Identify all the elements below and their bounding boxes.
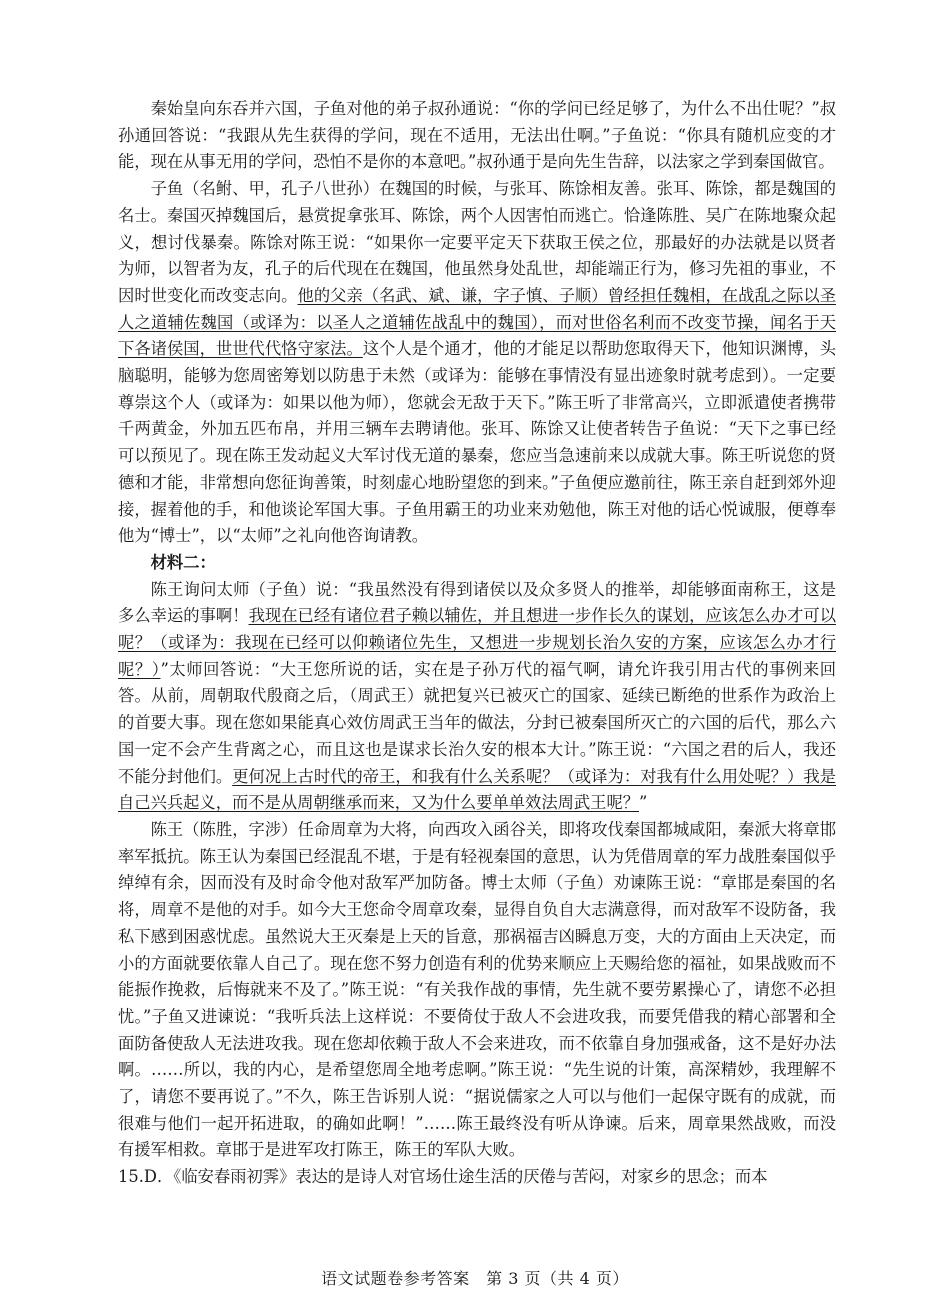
underlined-translation: 他的父亲（名武、斌、谦，字子慎、子顺）曾经担任魏相，在战乱之际以圣人之道辅佐魏国（或译为：以圣人之道辅佐战乱中的魏国），而对世俗名利而不改变节操，闻名于天下各诸侯国，世世代代恪守家法。	[118, 285, 836, 359]
text-segment: ”太师回答说：“大王您所说的话，实在是子孙万代的福气啊，请允许我引用古代的事例来回答。从前，周朝取代殷商之后，（周武王）就把复兴已被灭亡的国家、延续已断绝的世系作为政治上的首要大事。现在您如果能真心效仿周武王当年的做法，分封已被秦国所灭亡的六国的后代，那么六国一定不会产生背离之心，而且这也是谋求长治久安的根本大计。”陈王说：“六国之君的后人，我还不能分封他们。	[118, 659, 837, 786]
underlined-translation: 我现在已经有诸位君子赖以辅佐，并且想进一步作长久的谋划，应该怎么办才可以呢？（或译为：我现在已经可以仰赖诸位先生，又想进一步规划长治久安的方案，应该怎么办才行呢？）	[118, 606, 836, 679]
underlined-translation: 更何况上古时代的帝王，和我有什么关系呢？（或译为：对我有什么用处呢？）我是自己兴兵起义，而不是从周朝继承而来，又为什么要单单效法周武王呢？	[118, 766, 836, 813]
paragraph-chenwang-ask	[118, 577, 836, 817]
paragraph-zhouzhang: 陈王（陈胜，字涉）任命周章为大将，向西攻入函谷关，即将攻伐秦国都城咸阳，秦派大将章邯率军抵抗。陈王认为秦国已经混乱不堪，于是有轻视秦国的意思，认为凭借周章的军力战胜秦国似乎绰绰有余，因而没有及时命令他对敌军严加防备。博士太师（子鱼）劝谏陈王说：“章邯是秦国的名将，周章不是他的对手。如今大王您命令周章攻秦，显得自负自大志满意得，而对敌军不设防备，我私下感到困惑忧虑。虽然说大王灭秦是上天的旨意，那祸福吉凶瞬息万变，大的方面由上天决定，而小的方面就要依靠人自己了。现在您不努力创造有利的优势来顺应上天赐给您的福祉，如果战败而不能振作挽救，后悔就来不及了。”陈王说：“有关我作战的事情，先生就不要劳累操心了，请您不必担忧。”子鱼又进谏说：“我听兵法上这样说：不要倚仗于敌人不会进攻我，而要凭借我的精心部署和全面防备使敌人无法进攻我。现在您却依赖于敌人不会来进攻，而不依靠自身加强戒备，这不是好办法啊。……所以，我的内心，是希望您周全地考虑啊。”陈王说：“先生说的计策，高深精妙，我理解不了，请您不要再说了。”不久，陈王告诉别人说：“据说儒家之人可以与他们一起保守既有的成就，而很难与他们一起开拓进取，的确如此啊！”……陈王最终没有听从诤谏。后来，周章果然战败，而没有援军相救。章邯于是进军攻打陈王，陈王的军队大败。	[118, 819, 836, 1160]
question-15-answer: 15.D．《临安春雨初霁》表达的是诗人对官场仕途生活的厌倦与苦闷，对家乡的思念；而本	[118, 1167, 768, 1187]
paragraph-ziyu-wei	[118, 176, 836, 550]
text-segment: 这个人是个通才，他的才能足以帮助您取得天下，他知识渊博，头脑聪明，能够为您周密筹划以防患于未然（或译为：能够在事情没有显出迹象时就考虑到）。一定要尊崇这个人（或译为：如果以他为师），您就会无敌于天下。”陈王听了非常高兴，立即派遣使者携带千两黄金，外加五匹布帛，并用三辆车去聘请他。张耳、陈馀又让使者转告子鱼说：“天下之事已经可以预见了。现在陈王发动起义大军讨伐无道的暴秦，您应当急速前来以成就大事。陈王听说您的贤德和才能，非常想向您征询善策，时刻虚心地盼望您的到来。”子鱼便应邀前往，陈王亲自赶到郊外迎接，握着他的手，和他谈论军国大事。子鱼用霸王的功业来劝勉他，陈王对他的话心悦诚服，便尊奉他为“博士”，以“太师”之礼向他咨询请教。	[118, 339, 836, 546]
paragraph-shusuntong: 秦始皇向东吞并六国，子鱼对他的弟子叔孙通说：“你的学问已经足够了，为什么不出仕呢？”叔孙通回答说：“我跟从先生获得的学问，现在不适用，无法出仕啊。”子鱼说：“你具有随机应变的才能，现在从事无用的学问，恐怕不是你的本意吧。”叔孙通于是向先生告辞，以法家之学到秦国做官。	[118, 99, 836, 172]
page-footer: 语文试题卷参考答案 第 3 页（共 4 页）	[321, 1269, 629, 1288]
text-segment: 子鱼（名鲋、甲，孔子八世孙）在魏国的时候，与张耳、陈馀相友善。张耳、陈馀，都是魏国的名士。秦国灭掉魏国后，悬赏捉拿张耳、陈馀，两个人因害怕而逃亡。恰逢陈胜、吴广在陈地聚众起义，想讨伐暴秦。陈馀对陈王说：“如果你一定要平定天下获取王侯之位，那最好的办法就是以贤者为师，以智者为友，孔子的后代现在在魏国，他虽然身处乱世，却能端正行为，修习先祖的事业，不因时世变化而改变志向。	[118, 179, 836, 305]
answer-page-body	[118, 96, 836, 1191]
text-segment: ”	[639, 793, 648, 813]
text-segment: 陈王询问太师（子鱼）说：“我虽然没有得到诸侯以及众多贤人的推举，却能够面南称王，这是多么幸运的事啊！	[118, 579, 836, 626]
material-two-heading: 材料二：	[150, 552, 216, 572]
